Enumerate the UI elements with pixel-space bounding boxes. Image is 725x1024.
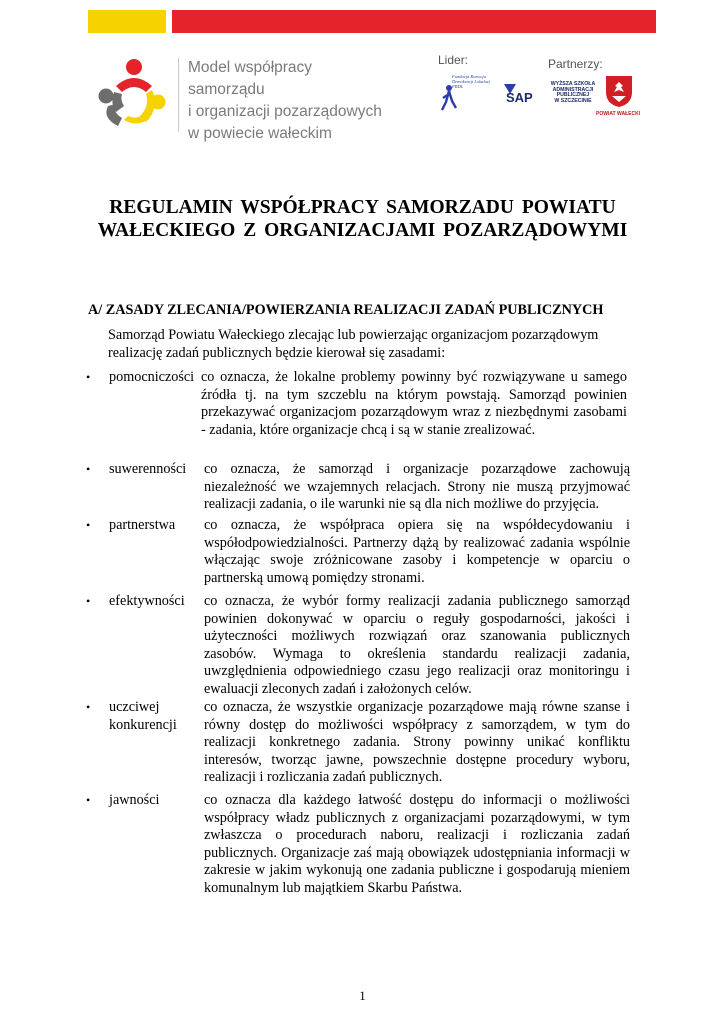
principle-term: uczciwej konkurencji	[109, 699, 177, 733]
bullet: •	[86, 700, 91, 714]
sap-logo-icon	[502, 82, 542, 104]
principle-description: co oznacza, że wszystkie organizacje pozarządowe mają równe szanse i równy dostęp do możliwości współpracy z samorządem, w tym do realizacji konkretnego zadania. Strony powinny unikać konfliktu interesów, tworząc jawne, powszechnie dostępne procedury wyboru, realizacji i rozliczania zadań publicznych.	[204, 699, 630, 786]
bullet: •	[86, 462, 91, 476]
bullet: •	[86, 518, 91, 532]
principle-term: partnerstwa	[109, 517, 176, 533]
model-logo-icon	[94, 56, 174, 130]
bullet: •	[86, 793, 91, 807]
powiat-label: POWIAT WAŁECKI	[596, 111, 641, 117]
powiat-crest-icon	[604, 74, 634, 108]
principle-description: co oznacza, że lokalne problemy powinny być rozwiązywane u samego źródła tj. na tym szczeblu na którym powstają. Samorząd powinien przekazywać organizacjom pozarządowym wraz z niezbędnymi zasobami - zadania, które organizacje chcą i są w stanie zrealizować.	[201, 369, 627, 438]
header-yellow-bar	[88, 10, 166, 33]
principle-term: efektywności	[109, 593, 185, 609]
principle-term: jawności	[109, 792, 160, 808]
partnerzy-label: Partnerzy:	[548, 57, 603, 71]
principle-term: suwerenności	[109, 461, 187, 477]
bullet: •	[86, 594, 91, 608]
document-title: REGULAMIN WSPÓŁPRACY SAMORZADU POWIATU WAŁECKIEGO Z ORGANIZACJAMI POZARZĄDOWYMI	[97, 197, 628, 241]
model-title: Model współpracy samorządu i organizacji pozarządowych w powiecie wałeckim	[188, 59, 382, 142]
intro-paragraph: Samorząd Powiatu Wałeckiego zlecając lub powierzając organizacjom pozarządowym realizację zadań publicznych będzie kierował się zasadami:	[108, 327, 599, 361]
section-heading: A/ ZASADY ZLECANIA/POWIERZANIA REALIZACJI ZADAŃ PUBLICZNYCH	[88, 302, 604, 318]
principle-description: co oznacza, że współpraca opiera się na współdecydowaniu i współodpowiedzialności. Partnerzy dążą by realizować zadania wspólnie włączając swoje zróżnicowane zasoby i kompetencje w oparciu o partnerską umową pomiędzy stronami.	[204, 517, 630, 586]
bullet: •	[86, 370, 91, 384]
principle-term: pomocniczości	[109, 369, 195, 385]
header-divider	[178, 58, 179, 132]
principle-description: co oznacza, że samorząd i organizacje pozarządowe zachowują niezależność we wzajemnych relacjach. Strony nie muszą przyjmować realizacji zadania, o ile warunki nie są dla nich możliwe do przyjęcia.	[204, 461, 630, 513]
lider-org-name: Fundacja Rozwoju Demokracji Lokalnej FRDL	[452, 74, 491, 89]
sap-name: WYŻSZA SZKOŁA ADMINISTRACJI PUBLICZNEJ W SZCZECINIE	[550, 81, 596, 104]
lider-label: Lider:	[438, 53, 469, 67]
page-number: 1	[359, 989, 366, 1003]
header-red-bar	[172, 10, 656, 33]
principle-description: co oznacza, że wybór formy realizacji zadania publicznego samorząd powinien dokonywać w oparciu o reguły gospodarności, jakości i użyteczności możliwych rozwiązań oraz szanowania publicznych zasobów. Wymaga to określenia standardu realizacji zadania, uwzględnienia odpowiedniego czasu jego realizacji oraz monitoringu i ewaluacji zleconych zadań i założonych celów.	[204, 593, 630, 697]
principle-description: co oznacza dla każdego łatwość dostępu do informacji o możliwości współpracy władz publicznych z organizacjami pozarządowymi, w tym zwłaszcza o procedurach naboru, realizacji i rozliczania zadań publicznych. Organizacje zaś mają obowiązek udostępniania informacji w zakresie w jakim wykonują one zadania publiczne i gospodarują mieniem komunalnym lub majątkiem Skarbu Państwa.	[204, 792, 630, 896]
svg-text:SAP: SAP	[506, 90, 533, 104]
